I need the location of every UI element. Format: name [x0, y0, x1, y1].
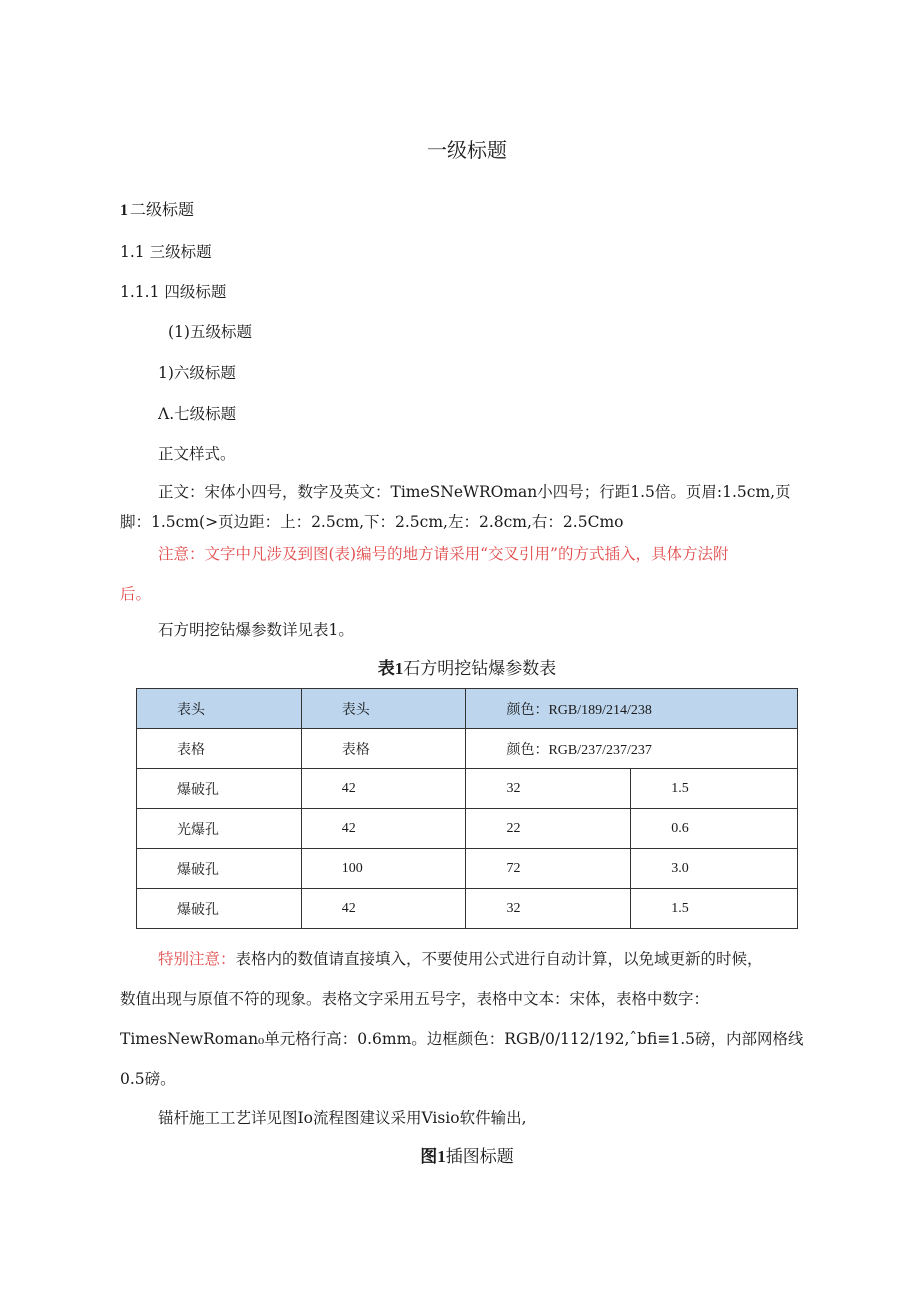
table-cell: 72	[466, 849, 631, 889]
table-row	[137, 729, 798, 769]
table-cell: 颜色：RGB/237/237/237	[466, 729, 798, 769]
header-cell: 表头	[137, 689, 302, 729]
note-line-2: 后。	[120, 585, 152, 603]
table-row	[137, 889, 798, 929]
heading-level-4: 1.1.1 四级标题	[120, 283, 227, 301]
table-cell: 22	[466, 809, 631, 849]
figure-caption-number: 图1	[420, 1147, 446, 1166]
heading-level-5: (1)五级标题	[168, 323, 252, 341]
special-note-line-3: TimesNewRoman₀单元格行高：0.6mm。边框颜色：RGB/0/112/192,ˆbfi≡1.5磅，内部网格线	[120, 1030, 804, 1048]
table-cell: 42	[301, 809, 466, 849]
blasting-parameter-table	[136, 688, 798, 929]
table-cell: 表格	[137, 729, 302, 769]
table-cell: 爆破孔	[137, 849, 302, 889]
heading-level-1: 一级标题	[427, 138, 507, 162]
table-cell: 1.5	[631, 769, 798, 809]
table-header-row	[137, 689, 798, 729]
body-style-label: 正文样式。	[158, 445, 236, 463]
table-row	[137, 809, 798, 849]
header-cell: 表头	[301, 689, 466, 729]
figure-caption	[0, 1142, 920, 1167]
table-reference-text: 石方明挖钻爆参数详见表1。	[158, 621, 354, 639]
special-note-text-1: 表格内的数值请直接填入，不要使用公式进行自动计算，以免域更新的时候，	[235, 950, 763, 968]
note-line-1: 注意：文字中凡涉及到图(表)编号的地方请采用“交叉引用”的方式插入，具体方法附	[158, 545, 729, 563]
table-row	[137, 769, 798, 809]
table-cell: 0.6	[631, 809, 798, 849]
table-cell: 3.0	[631, 849, 798, 889]
figure-caption-text: 插图标题	[445, 1147, 514, 1167]
heading-level-7: Λ.七级标题	[158, 405, 237, 423]
table-cell: 1.5	[631, 889, 798, 929]
table-cell: 42	[301, 889, 466, 929]
header-cell: 颜色：RGB/189/214/238	[466, 689, 798, 729]
table-cell: 光爆孔	[137, 809, 302, 849]
heading-level-2-text: 二级标题	[130, 200, 195, 219]
special-note-label: 特别注意：	[158, 950, 236, 968]
table-cell: 32	[466, 889, 631, 929]
heading-level-6: 1)六级标题	[158, 364, 236, 382]
body-style-description	[120, 477, 810, 537]
table-cell: 42	[301, 769, 466, 809]
figure-reference-text: 锚杆施工工艺详见图Io流程图建议采用Visio软件输出,	[158, 1109, 527, 1127]
cross-reference-note	[120, 534, 810, 614]
body-style-line-1: 正文：宋体小四号，数字及英文：TimeSNeWROman小四号；行距1.5倍。页眉:1.5cm,页	[158, 483, 791, 501]
table-row	[137, 849, 798, 889]
special-note-line-2: 数值出现与原值不符的现象。表格文字采用五号字，表格中文本：宋体，表格中数字：	[120, 990, 710, 1008]
table-caption-number: 表1	[377, 659, 404, 678]
table-caption	[0, 654, 920, 679]
table-cell: 爆破孔	[137, 769, 302, 809]
table-cell: 表格	[301, 729, 466, 769]
special-note-paragraph	[120, 939, 810, 1099]
heading-level-2	[120, 197, 194, 220]
special-note-line-1	[120, 939, 810, 979]
special-note-line-4: 0.5磅。	[120, 1070, 176, 1088]
table-cell: 爆破孔	[137, 889, 302, 929]
table-cell: 100	[301, 849, 466, 889]
heading-level-3: 1.1 三级标题	[120, 243, 212, 261]
heading-level-2-number: 1	[120, 202, 128, 219]
body-style-line-2: 脚：1.5cm(>页边距：上：2.5cm,下：2.5cm,左：2.8cm,右：2.5Cmo	[120, 513, 624, 531]
table-caption-text: 石方明挖钻爆参数表	[403, 659, 557, 679]
table-cell: 32	[466, 769, 631, 809]
